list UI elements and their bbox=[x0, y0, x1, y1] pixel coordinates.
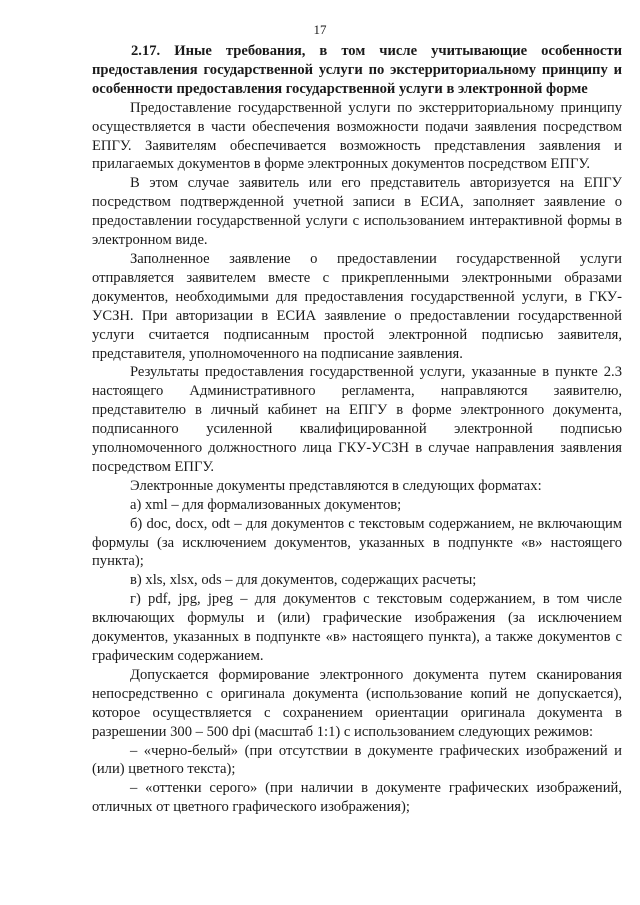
format-item: г) pdf, jpg, jpeg – для документов с текстовым содержанием, в том числе включающих формулы и (или) графические изображения (за исключением документов, указанных в подпункте «в» настоящего пункта), а также документов с графическим содержанием. bbox=[92, 591, 623, 664]
scan-mode-item: – «черно-белый» (при отсутствии в документе графических изображений и (или) цветного текста); bbox=[92, 742, 622, 778]
format-item: а) xml – для формализованных документов; bbox=[130, 496, 402, 513]
format-item: б) doc, docx, odt – для документов с текстовым содержанием, не включающим формулы (за исключением документов, указанных в подпункте «в» настоящего пункта); bbox=[92, 515, 622, 570]
paragraph: Результаты предоставления государственной услуги, указанные в пункте 2.3 настоящего Административного регламента, направляются заявителю, представителю в личный кабинет на ЕПГУ в форме электронного документа, подписанного усиленной квалифицированной электронной подписью уполномоченного должностного лица ГКУ-УСЗН в случае направления заявления посредством ЕПГУ. bbox=[92, 364, 622, 475]
format-item: в) xls, xlsx, ods – для документов, содержащих расчеты; bbox=[130, 572, 477, 589]
paragraph: В этом случае заявитель или его представитель авторизуется на ЕПГУ посредством подтвержденной учетной записи в ЕСИА, заполняет заявление о предоставлении государственной услуги с использованием интерактивной формы в электронном виде. bbox=[92, 175, 622, 249]
document-body bbox=[92, 42, 622, 817]
scan-paragraph: Допускается формирование электронного документа путем сканирования непосредственно с оригинала документа (использование копий не допускается), которое осуществляется с сохранением ориентации оригинала документа в разрешении 300 – 500 dpi (масштаб 1:1) с использованием следующих режимов: bbox=[92, 666, 622, 740]
paragraph: Заполненное заявление о предоставлении государственной услуги отправляется заявителем вместе с прикрепленными электронными образами документов, необходимыми для предоставления государственной услуги, в ГКУ-УСЗН. При авторизации в ЕСИА заявление о предоставлении государственной услуги считается подписанным простой электронной подписью заявителя, представителя, уполномоченного на подписание заявления. bbox=[92, 250, 622, 362]
page-number: 17 bbox=[313, 22, 327, 37]
section-heading: 2.17. Иные требования, в том числе учитывающие особенности предоставления государственной услуги по экстерриториальному принципу и особенности предоставления государственной услуги в электронной форме bbox=[92, 43, 622, 97]
scan-mode-item: – «оттенки серого» (при наличии в документе графических изображений, отличных от цветного графического изображения); bbox=[92, 780, 622, 816]
paragraph: Электронные документы представляются в следующих форматах: bbox=[130, 477, 542, 494]
paragraph: Предоставление государственной услуги по экстерриториальному принципу осуществляется в части обеспечения возможности подачи заявления посредством ЕПГУ. Заявителям обеспечивается возможность представления заявления и прилагаемых документов в форме электронных документов посредством ЕПГУ. bbox=[92, 99, 622, 173]
